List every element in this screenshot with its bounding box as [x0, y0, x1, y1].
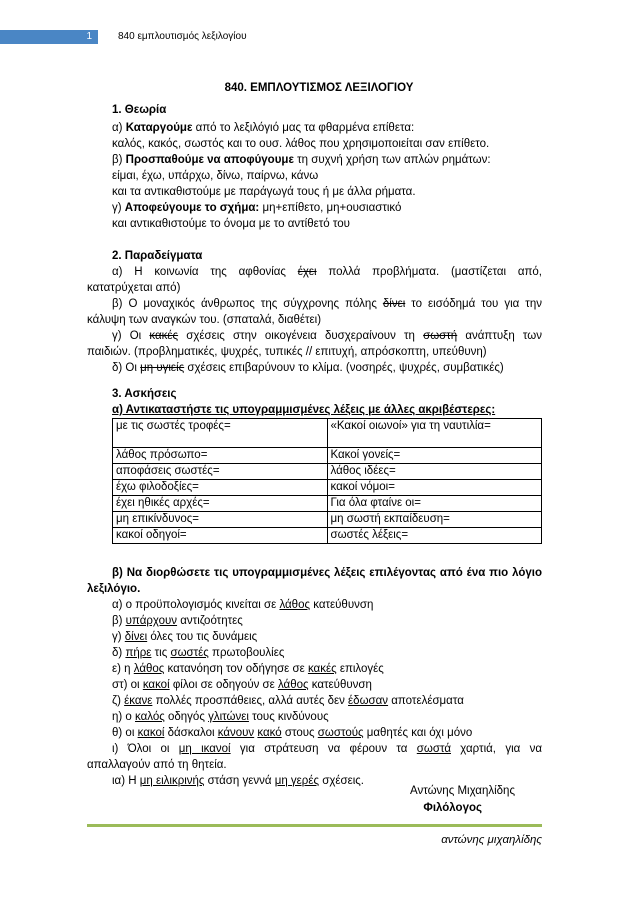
list-item: ια) Η μη ειλικρινής στάση γεννά μη γερές σχέσεις. [112, 775, 365, 787]
example-b-line2: κάλυψη των αναγκών του. (σπαταλά, διαθέτει) [87, 314, 322, 326]
signature-role: Φιλόλογος [423, 802, 482, 814]
theory-b-line2: είμαι, έχω, υπάρχω, δίνω, παίρνω, κάνω [112, 170, 319, 182]
list-item: α) ο προϋπολογισμός κινείται σε λάθος κατεύθυνση [112, 599, 374, 611]
list-item: δ) πήρε τις σωστές πρωτοβουλίες [112, 647, 285, 659]
example-c-line2: παιδιών. (προβληματικές, ψυχρές, τυπικές // επιτυχή, απρόσκοπτη, υπεύθυνη) [87, 346, 487, 358]
theory-b: β) Προσπαθούμε να αποφύγουμε τη συχνή χρήση των απλών ρημάτων: [112, 154, 491, 166]
example-a-line2: κατατρύχεται από) [87, 282, 181, 294]
list-item: ε) η λάθος κατανόηση τον οδήγησε σε κακές επιλογές [112, 663, 384, 675]
table-cell: κακοί οδηγοί= [113, 528, 328, 544]
list-item: γ) δίνει όλες του τις δυνάμεις [112, 631, 258, 643]
table-cell: έχω φιλοδοξίες= [113, 480, 328, 496]
table-row [113, 464, 542, 480]
table-row [113, 419, 542, 448]
exercise-b-title-line2: λεξιλόγιο. [87, 583, 141, 595]
table-row [113, 496, 542, 512]
example-c: γ) Οι κακές σχέσεις στην οικογένεια δυσχεραίνουν τη σωστή ανάπτυξη των [112, 330, 542, 342]
table-cell: λάθος ιδέες= [327, 464, 542, 480]
table-cell: κακοί νόμοι= [327, 480, 542, 496]
example-d: δ) Οι μη υγιείς σχέσεις επιβαρύνουν το κλίμα. (νοσηρές, ψυχρές, συμβατικές) [112, 362, 504, 374]
exercise-b-title: β) Να διορθώσετε τις υπογραμμισμένες λέξεις επιλέγοντας από ένα πιο λόγιο [112, 567, 542, 579]
example-b: β) Ο μοναχικός άνθρωπος της σύγχρονης πόλης δίνει το εισόδημά του για την [112, 298, 542, 310]
list-item: ι) Όλοι οι μη ικανοί για στράτευση να φέρουν τα σωστά χαρτιά, για να [112, 743, 542, 755]
page-number: 1 [0, 30, 98, 44]
table-row [113, 480, 542, 496]
table-row [113, 528, 542, 544]
exercise-a-title: α) Αντικαταστήστε τις υπογραμμισμένες λέξεις με άλλες ακριβέστερες: [112, 404, 496, 416]
examples-heading: 2. Παραδείγματα [112, 250, 203, 262]
list-item: θ) οι κακοί δάσκαλοι κάνουν κακό στους σωστούς μαθητές και όχι μόνο [112, 727, 473, 739]
table-cell: αποφάσεις σωστές= [113, 464, 328, 480]
exercises-heading: 3. Ασκήσεις [112, 388, 177, 400]
table-row [113, 512, 542, 528]
table-cell: «Κακοί οιωνοί» για τη ναυτιλία= [327, 419, 542, 448]
theory-a: α) Καταργούμε από το λεξιλόγιό μας τα φθαρμένα επίθετα: [112, 122, 415, 134]
header-title: 840 εμπλουτισμός λεξιλογίου [118, 31, 247, 42]
exercise-table [112, 418, 542, 544]
signature-name: Αντώνης Μιχαηλίδης [409, 785, 515, 797]
theory-c: γ) Αποφεύγουμε το σχήμα: μη+επίθετο, μη+ουσιαστικό [112, 202, 402, 214]
list-item-continuation: απαλλαγούν από τη θητεία. [87, 759, 227, 771]
example-a: α) Η κοινωνία της αφθονίας έχει πολλά προβλήματα. (μαστίζεται από, [112, 266, 542, 278]
table-row [113, 448, 542, 464]
footer-text: αντώνης μιχαηλίδης [441, 834, 542, 846]
list-item: β) υπάρχουν αντιζοότητες [112, 615, 243, 627]
theory-c-line2: και αντικαθιστούμε το όνομα με το αντίθετό του [112, 218, 350, 230]
table-cell: μη επικίνδυνος= [113, 512, 328, 528]
table-cell: λάθος πρόσωπο= [113, 448, 328, 464]
table-cell: μη σωστή εκπαίδευση= [327, 512, 542, 528]
list-item: στ) οι κακοί φίλοι σε οδηγούν σε λάθος κατεύθυνση [112, 679, 372, 691]
table-cell: με τις σωστές τροφές= [113, 419, 328, 448]
table-cell: Για όλα φταίνε οι= [327, 496, 542, 512]
list-item: η) ο καλός οδηγός γλιτώνει τους κινδύνους [112, 711, 329, 723]
theory-a-line2: καλός, κακός, σωστός και το ουσ. λάθος που χρησιμοποιείται σαν επίθετο. [112, 138, 490, 150]
document-title: 840. ΕΜΠΛΟΥΤΙΣΜΟΣ ΛΕΞΙΛΟΓΙΟΥ [224, 82, 414, 94]
table-cell: Κακοί γονείς= [327, 448, 542, 464]
theory-heading: 1. Θεωρία [112, 104, 167, 116]
list-item: ζ) έκανε πολλές προσπάθειες, αλλά αυτές δεν έδωσαν αποτελέσματα [112, 695, 464, 707]
theory-b-line3: και τα αντικαθιστούμε με παράγωγά τους ή με άλλα ρήματα. [112, 186, 416, 198]
table-cell: σωστές λέξεις= [327, 528, 542, 544]
footer-divider [87, 824, 542, 827]
table-cell: έχει ηθικές αρχές= [113, 496, 328, 512]
